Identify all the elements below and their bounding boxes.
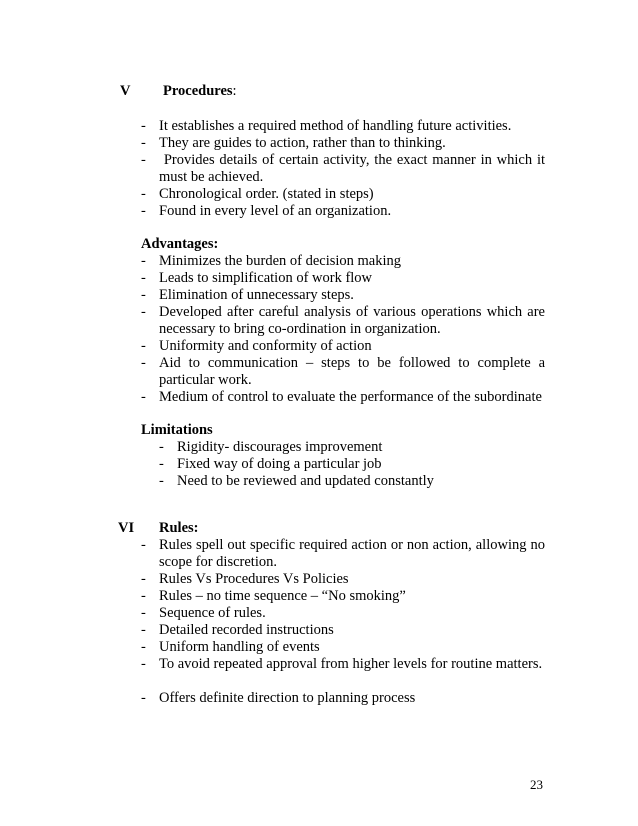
list-item: Medium of control to evaluate the performance of the subordinate: [159, 389, 542, 405]
bullet-dash: -: [141, 656, 146, 672]
list-item: Leads to simplification of work flow: [159, 270, 373, 286]
list-item: Minimizes the burden of decision making: [159, 253, 402, 269]
bullet-dash: -: [141, 622, 146, 638]
list-item: Uniformity and conformity of action: [159, 338, 372, 354]
bullet-dash: -: [141, 186, 146, 202]
bullet-dash: -: [159, 439, 164, 455]
section-v-heading: [163, 83, 237, 100]
limitations-heading: Limitations: [141, 422, 213, 438]
bullet-dash: -: [141, 571, 146, 587]
list-item: They are guides to action, rather than to thinking.: [159, 135, 446, 151]
list-item: To avoid repeated approval from higher levels for routine matters.: [159, 656, 543, 672]
bullet-dash: -: [141, 270, 146, 286]
bullet-dash: -: [141, 118, 146, 134]
bullet-dash: -: [159, 473, 164, 489]
list-item: Uniform handling of events: [159, 639, 320, 655]
bullet-dash: -: [141, 605, 146, 621]
bullet-dash: -: [159, 456, 164, 472]
list-item: Detailed recorded instructions: [159, 622, 334, 638]
list-item: Rules Vs Procedures Vs Policies: [159, 571, 349, 587]
bullet-dash: -: [141, 690, 146, 706]
section-vi-numeral: VI: [118, 520, 135, 536]
list-item: Offers definite direction to planning process: [159, 690, 416, 706]
section-v-title-suffix: :: [232, 83, 237, 99]
list-item: Rules – no time sequence – “No smoking”: [159, 588, 406, 604]
section-v-numeral: V: [120, 83, 131, 99]
bullet-dash: -: [141, 253, 146, 269]
bullet-dash: -: [141, 203, 146, 219]
list-item: Chronological order. (stated in steps): [159, 186, 374, 202]
bullet-dash: -: [141, 355, 146, 371]
bullet-dash: -: [141, 304, 146, 320]
section-vi-title: Rules:: [159, 520, 199, 536]
advantages-heading: Advantages:: [141, 236, 219, 252]
list-item: Developed after careful analysis of various operations which are necessary to bring co-ordination in organization.: [159, 304, 545, 337]
bullet-dash: -: [141, 152, 146, 168]
bullet-dash: -: [141, 287, 146, 303]
list-item: Provides details of certain activity, the exact manner in which it must be achieved.: [159, 152, 549, 185]
bullet-dash: -: [141, 135, 146, 151]
list-item: Rules spell out specific required action or non action, allowing no scope for discretion.: [159, 537, 545, 570]
list-item: Aid to communication – steps to be followed to complete a particular work.: [159, 355, 545, 388]
page-number: 23: [530, 777, 543, 792]
list-item: Need to be reviewed and updated constantly: [177, 473, 434, 489]
bullet-dash: -: [141, 639, 146, 655]
list-item: Found in every level of an organization.: [159, 203, 392, 219]
list-item: Fixed way of doing a particular job: [177, 456, 382, 472]
list-item: It establishes a required method of handling future activities.: [159, 118, 512, 134]
bullet-dash: -: [141, 588, 146, 604]
list-item: Elimination of unnecessary steps.: [159, 287, 354, 303]
list-item: Sequence of rules.: [159, 605, 266, 621]
bullet-dash: -: [141, 537, 146, 553]
bullet-dash: -: [141, 389, 146, 405]
section-v-title: Procedures: [163, 83, 233, 99]
list-item: Rigidity- discourages improvement: [177, 439, 383, 455]
bullet-dash: -: [141, 338, 146, 354]
